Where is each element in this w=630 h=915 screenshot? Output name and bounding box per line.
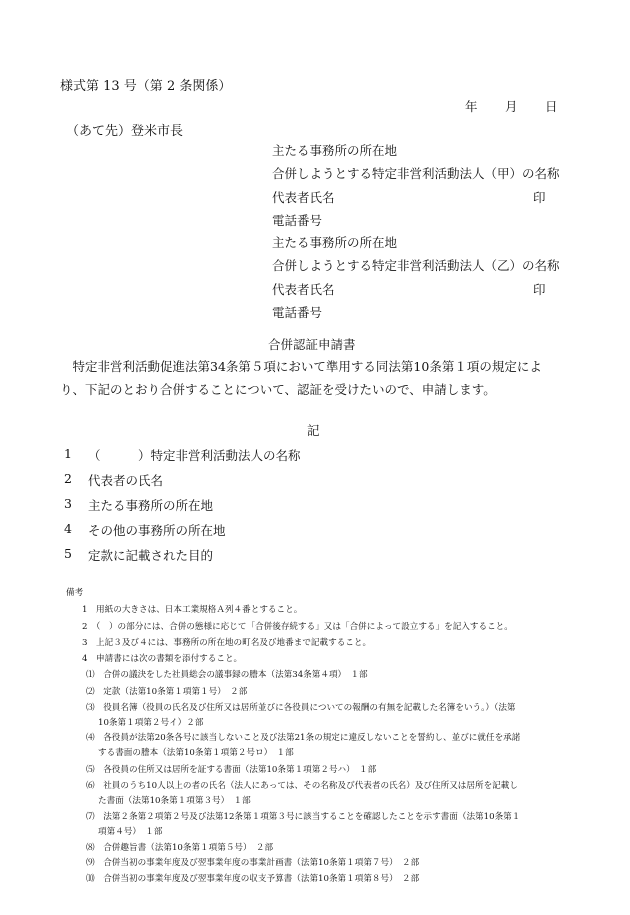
attachment-7-line-1: ⑺ 法第２条第２項第２号及び法第12条第１項第３号に該当することを確認したことを示す書面（法第10条第１ bbox=[86, 812, 521, 822]
applicant-b-rep-label: 代表者氏名 bbox=[272, 282, 335, 297]
note-3: 3 上記３及び４には、事務所の所在地の町名及び地番まで記載すること。 bbox=[82, 638, 372, 648]
body-line-2: り、下記のとおり合併することについて、認証を受けたいので、申請します。 bbox=[60, 382, 496, 397]
item-number: 1 bbox=[64, 446, 72, 461]
notes-heading: 備考 bbox=[66, 588, 84, 598]
applicant-a-rep-label: 代表者氏名 bbox=[272, 190, 335, 205]
applicant-b-name-label: 合併しようとする特定非営利活動法人（乙）の名称 bbox=[272, 258, 560, 273]
item-text: 代表者の氏名 bbox=[88, 473, 164, 488]
attachment-5: ⑸ 各役員の住所又は居所を証する書面（法第10条第１項第２号ハ） １部 bbox=[86, 765, 377, 775]
attachment-3-line-1: ⑶ 役員名簿（役員の氏名及び住所又は居所並びに各役員についての報酬の有無を記載した名簿をいう。）（法第 bbox=[86, 703, 516, 713]
body-line-1: 特定非営利活動促進法第34条第５項において準用する同法第10条第１項の規定によ bbox=[60, 359, 542, 374]
date-month: 月 bbox=[505, 99, 518, 114]
attachment-10: ⑽ 合併当初の事業年度及び翌事業年度の収支予算書（法第10条第１項第８号） ２部 bbox=[86, 874, 420, 884]
form-number: 様式第 13 号（第 2 条関係） bbox=[60, 79, 232, 94]
item-number: 3 bbox=[64, 496, 72, 511]
attachment-7-line-2: 項第４号） １部 bbox=[98, 827, 163, 837]
item-text: 主たる事務所の所在地 bbox=[88, 498, 214, 513]
date-year: 年 bbox=[465, 99, 478, 114]
attachment-6-line-2: た書面（法第10条第１項第３号） １部 bbox=[98, 796, 251, 806]
applicant-a-address-label: 主たる事務所の所在地 bbox=[272, 143, 398, 158]
applicant-b-phone-label: 電話番号 bbox=[272, 305, 323, 320]
attachment-1: ⑴ 合併の議決をした社員総会の議事録の謄本（法第34条第４項） １部 bbox=[86, 670, 368, 680]
attachment-2: ⑵ 定款（法第10条第１項第１号） ２部 bbox=[86, 687, 248, 697]
attachment-4-line-2: する書面の謄本（法第10条第１項第２号ロ） １部 bbox=[98, 748, 294, 758]
attachment-9: ⑼ 合併当初の事業年度及び翌事業年度の事業計画書（法第10条第１項第７号） ２部 bbox=[86, 858, 420, 868]
applicant-b-address-label: 主たる事務所の所在地 bbox=[272, 235, 398, 250]
ki-heading: 記 bbox=[307, 423, 320, 438]
attachment-6-line-1: ⑹ 社員のうち10人以上の者の氏名（法人にあっては、その名称及び代表者の氏名）及び住所又は居所を記載し bbox=[86, 781, 518, 791]
applicant-a-name-label: 合併しようとする特定非営利活動法人（甲）の名称 bbox=[272, 166, 560, 181]
attachment-8: ⑻ 合併趣旨書（法第10条第１項第５号） ２部 bbox=[86, 843, 274, 853]
applicant-b-seal: 印 bbox=[533, 282, 546, 297]
applicant-a-seal: 印 bbox=[533, 190, 546, 205]
document-title: 合併認証申請書 bbox=[268, 337, 356, 352]
item-number: 2 bbox=[64, 471, 72, 486]
item-number: 4 bbox=[64, 521, 72, 536]
date-day: 日 bbox=[545, 99, 558, 114]
item-text: 定款に記載された目的 bbox=[88, 548, 214, 563]
item-text: （ ）特定非営利活動法人の名称 bbox=[88, 448, 301, 463]
note-2: 2 （ ）の部分には、合併の態様に応じて「合併後存続する」又は「合併によって設立する」を記入すること。 bbox=[82, 622, 513, 632]
note-1: 1 用紙の大きさは、日本工業規格Ａ列４番とすること。 bbox=[82, 605, 303, 615]
applicant-a-phone-label: 電話番号 bbox=[272, 213, 323, 228]
attachment-3-line-2: 10条第１項第２号イ）２部 bbox=[98, 718, 204, 728]
item-text: その他の事務所の所在地 bbox=[88, 523, 226, 538]
item-number: 5 bbox=[64, 546, 72, 561]
addressee: （あて先）登米市長 bbox=[66, 124, 184, 139]
attachment-4-line-1: ⑷ 各役員が法第20条各号に該当しないこと及び法第21条の規定に違反しないことを誓約し、並びに就任を承諾 bbox=[86, 733, 521, 743]
note-4: 4 申請書には次の書類を添付すること。 bbox=[82, 654, 243, 664]
